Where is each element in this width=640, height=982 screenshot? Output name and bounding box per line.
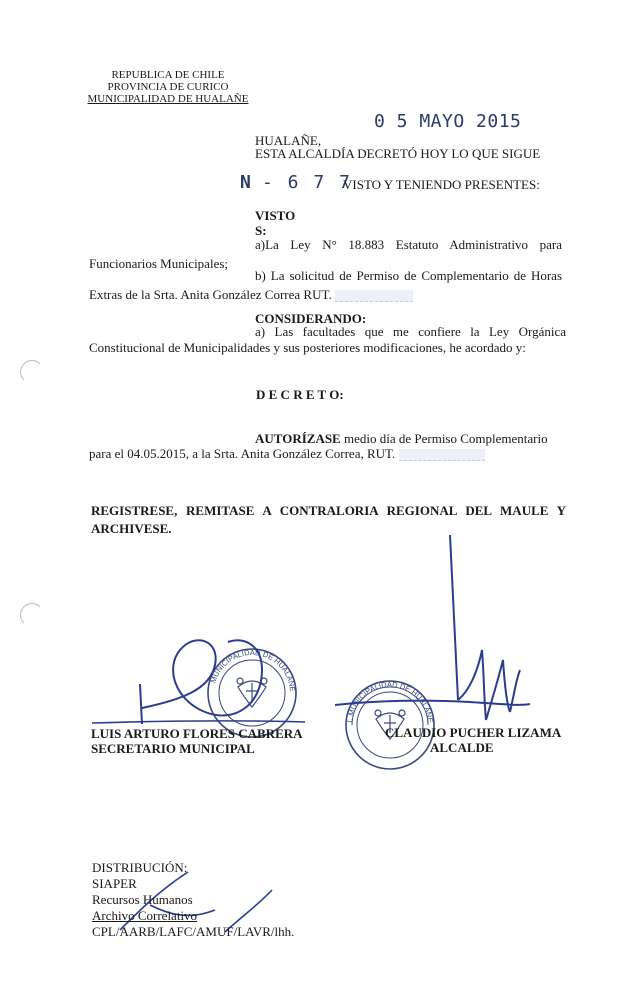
considerando-line1: a) Las facultades que me confiere la Ley Orgánica bbox=[255, 324, 566, 339]
visto-heading-s: S: bbox=[255, 223, 267, 238]
distribution-item: Recursos Humanos bbox=[92, 892, 193, 907]
registrese-line2: ARCHIVESE. bbox=[91, 521, 172, 536]
visto-b-line1: b) La solicitud de Permiso de Complementario de Horas bbox=[255, 268, 562, 283]
decree-number: - 6 7 7 bbox=[262, 172, 352, 193]
right-signatory-name: CLAUDIO PUCHER LIZAMA bbox=[385, 725, 562, 740]
letterhead-republic: REPUBLICA DE CHILE bbox=[111, 69, 225, 81]
right-signatory-title: ALCALDE bbox=[430, 740, 494, 755]
visto-a-line2: Funcionarios Municipales; bbox=[89, 256, 229, 271]
distribution-initials: CPL/AARB/LAFC/AMUF/LAVR/lhh. bbox=[92, 924, 295, 939]
autorizase-keyword: AUTORÍZASE bbox=[255, 431, 341, 446]
autorizase-rest: medio día de Permiso Complementario bbox=[343, 431, 548, 446]
distribution-item: SIAPER bbox=[92, 876, 137, 891]
left-signature-underline bbox=[92, 721, 305, 723]
visto-b-text: Extras de la Srta. Anita González Correa RUT. bbox=[89, 287, 332, 302]
considerando-line2: Constitucional de Municipalidades y sus posteriores modificaciones, he acordado y: bbox=[89, 340, 526, 355]
left-signatory-name: LUIS ARTURO FLORES CABRERA bbox=[91, 726, 303, 741]
distribution-item: Archivo Correlativo bbox=[92, 908, 198, 923]
visto-heading: VISTO bbox=[255, 208, 296, 223]
left-seal bbox=[208, 648, 297, 737]
visto-a-line1: a)La Ley N° 18.883 Estatuto Administrativo para bbox=[255, 237, 562, 252]
left-seal-text: MUNICIPALIDAD DE HUALAÑE bbox=[208, 647, 298, 692]
intro-line: ESTA ALCALDÍA DECRETÓ HOY LO QUE SIGUE bbox=[255, 146, 541, 161]
place-line: HUALAÑE, bbox=[255, 133, 322, 148]
visto-teniendo-line: VISTO Y TENIENDO PRESENTES: bbox=[343, 177, 540, 192]
distribution-block bbox=[92, 860, 294, 940]
registrese-line1: REGISTRESE, REMITASE A CONTRALORIA REGIONAL DEL MAULE Y bbox=[91, 503, 566, 518]
letterhead-municipality: MUNICIPALIDAD DE HUALAÑE bbox=[87, 93, 249, 105]
date-stamp: 0 5 MAYO 2015 bbox=[374, 111, 522, 132]
decreto-heading: D E C R E T O: bbox=[256, 387, 344, 402]
autorizase-line2-text: para el 04.05.2015, a la Srta. Anita González Correa, RUT. bbox=[89, 446, 396, 461]
right-seal-text: I. MUNICIPALIDAD DE HUALAÑE · ALCALDE bbox=[345, 679, 436, 727]
letterhead-province: PROVINCIA DE CURICO bbox=[107, 81, 229, 93]
decree-number-prefix: N bbox=[240, 172, 253, 193]
distribution-heading: DISTRIBUCIÓN: bbox=[92, 860, 188, 875]
considerando-heading: CONSIDERANDO: bbox=[255, 311, 367, 326]
left-signatory-title: SECRETARIO MUNICIPAL bbox=[91, 741, 255, 756]
